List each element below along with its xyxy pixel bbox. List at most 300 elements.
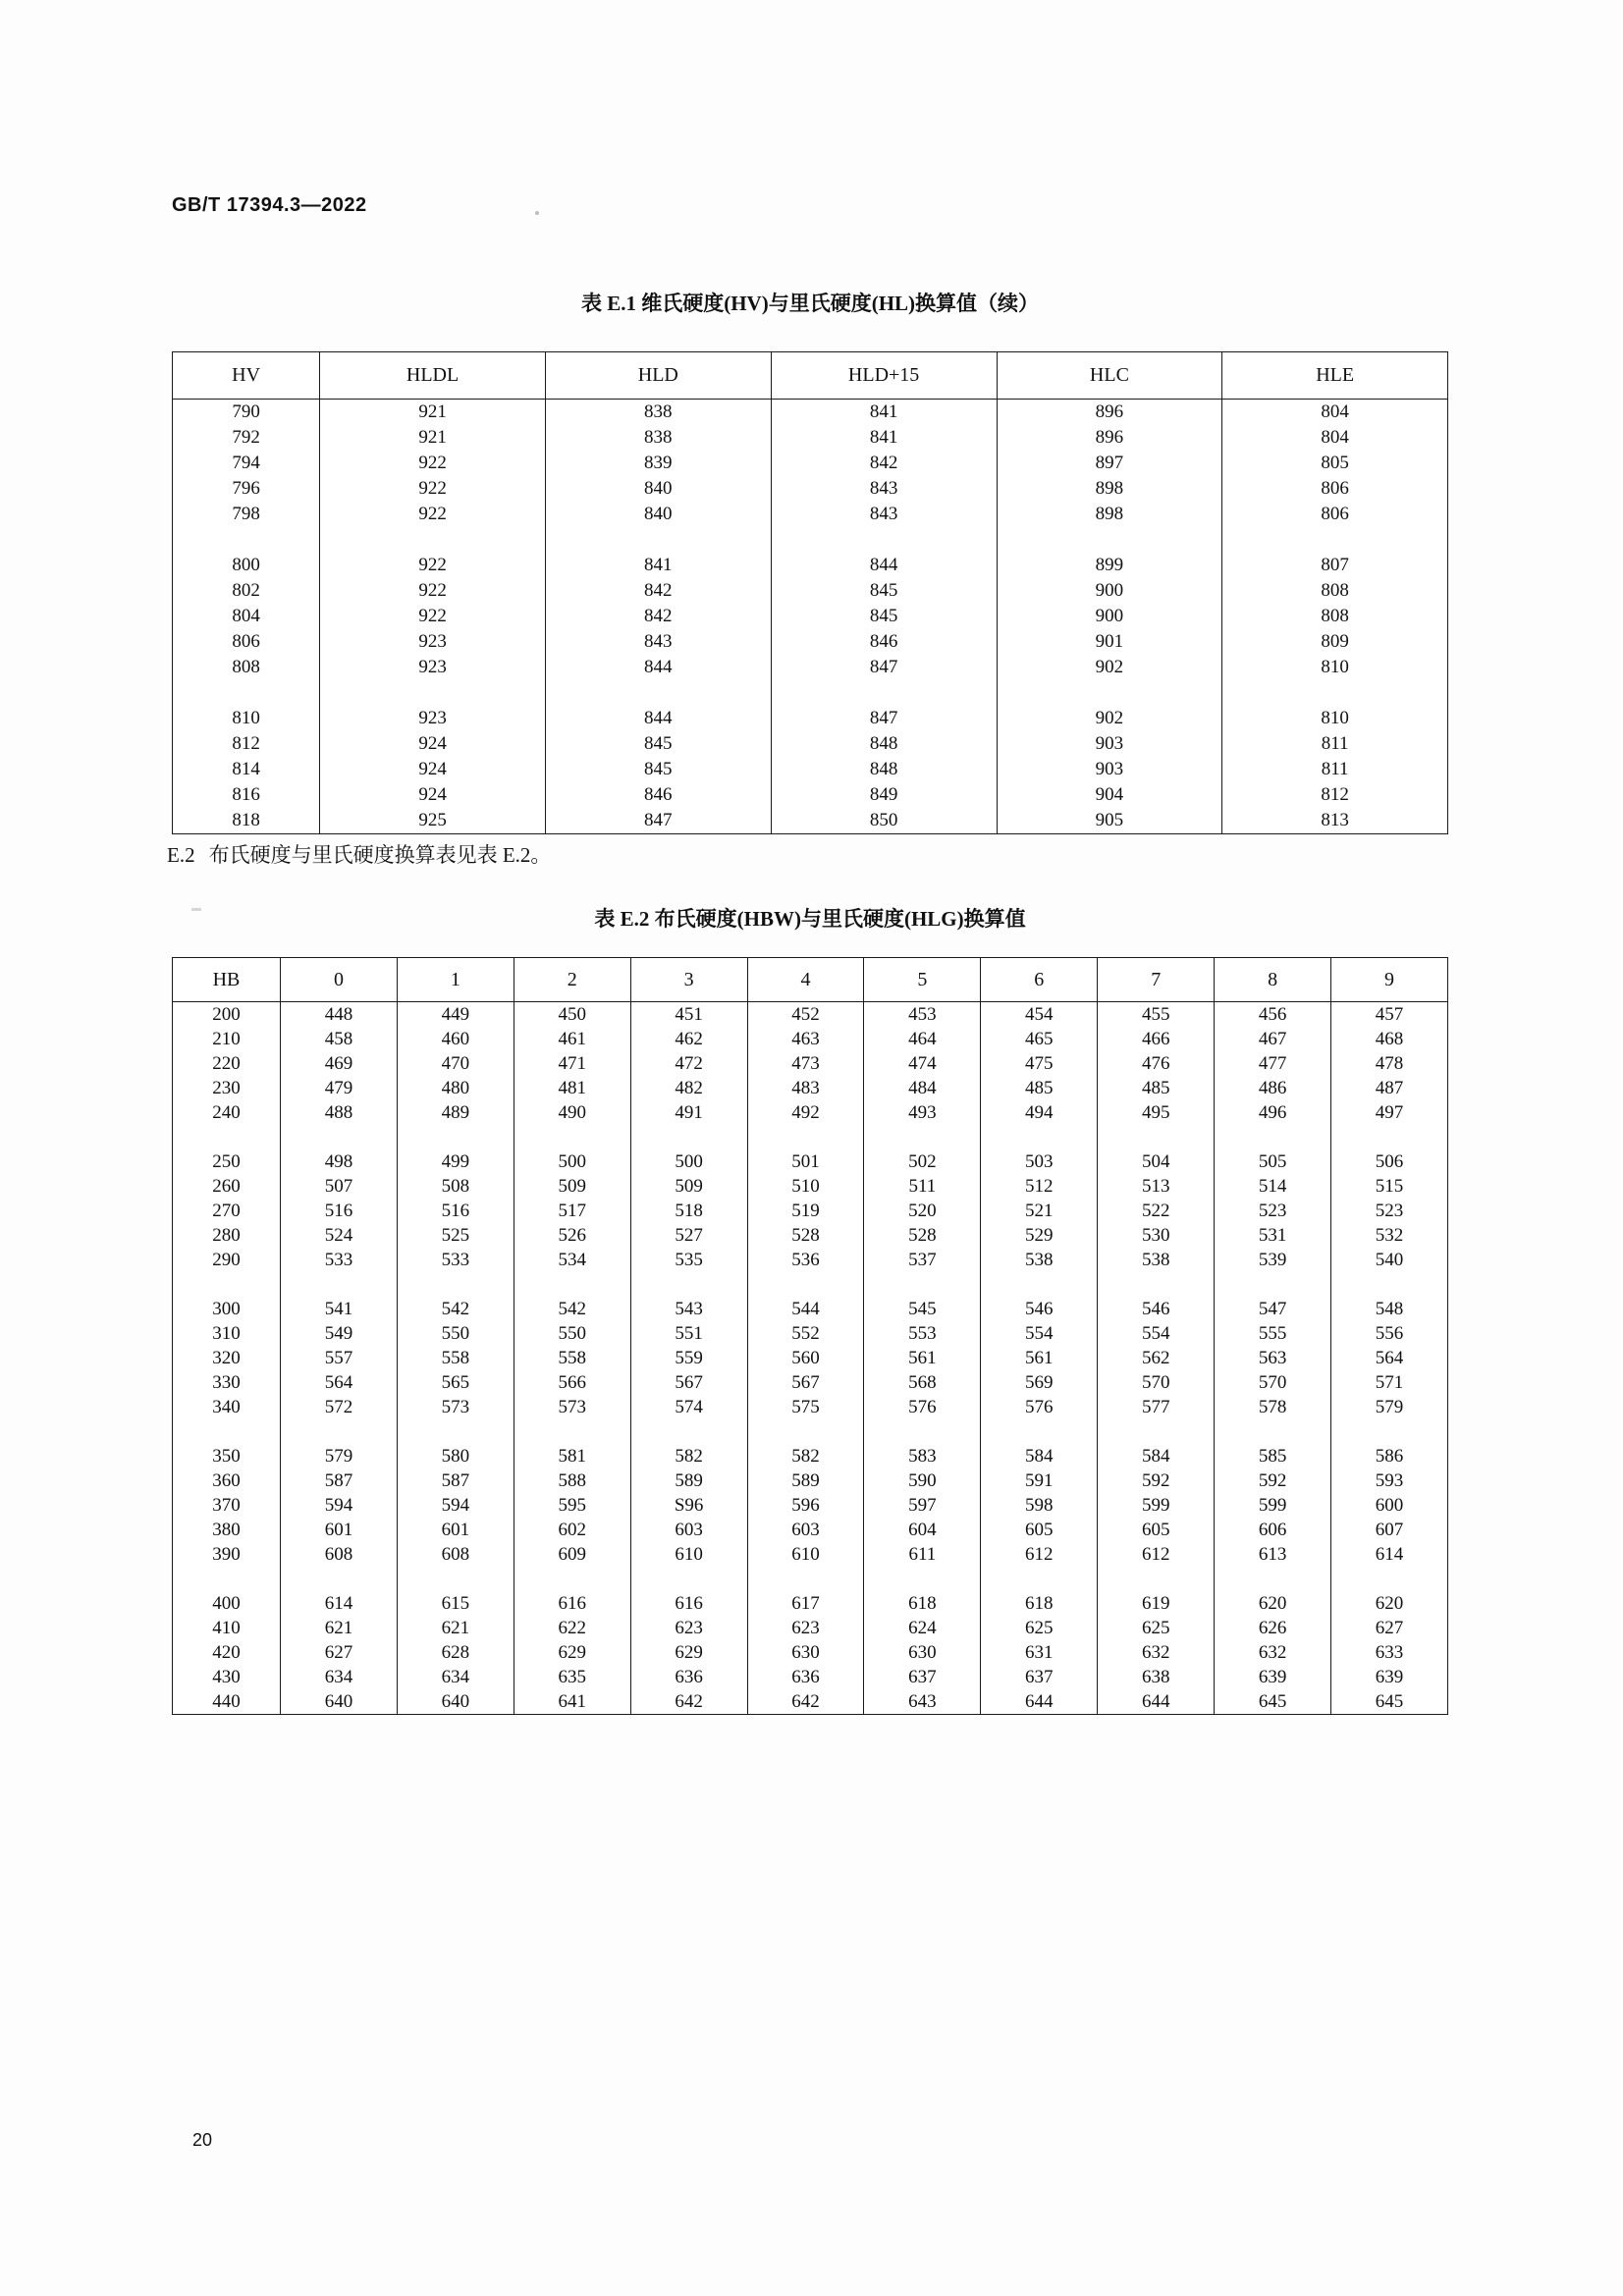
table-cell: 558 [397, 1346, 514, 1370]
table-cell: 515 [1375, 1176, 1404, 1197]
table-cell: 544 [747, 1297, 864, 1321]
table-cell: 587 [281, 1468, 398, 1493]
table-row [173, 1051, 1448, 1076]
table-cell: 620 [1375, 1593, 1404, 1614]
table-cell: 610 [630, 1542, 747, 1567]
spacer-cell [747, 1272, 864, 1297]
table-cell: 609 [514, 1542, 630, 1567]
table-cell: 555 [1215, 1321, 1331, 1346]
spacer-cell [630, 1419, 747, 1444]
table-cell: 808 [1321, 606, 1349, 626]
table-cell: 633 [1375, 1642, 1404, 1663]
spacer-cell [630, 1567, 747, 1591]
table-cell: 540 [1375, 1250, 1404, 1270]
table-e2-col-2: 2 [514, 958, 630, 1002]
spacer-cell [514, 1567, 630, 1591]
spacer-cell [514, 1125, 630, 1149]
table-cell: 565 [397, 1370, 514, 1395]
section-e2-number: E.2 [167, 843, 195, 867]
table-row [173, 1174, 1448, 1199]
table-cell: 538 [981, 1248, 1098, 1272]
table-cell: 922 [320, 502, 546, 527]
table-e1-col-hld15: HLD+15 [771, 352, 997, 400]
table-cell: 806 [173, 629, 320, 655]
table-cell: 546 [981, 1297, 1098, 1321]
spacer-cell [630, 1272, 747, 1297]
spacer-cell [630, 1125, 747, 1149]
table-row [173, 1248, 1448, 1272]
table-cell: 642 [747, 1689, 864, 1715]
table-cell: 542 [397, 1297, 514, 1321]
table-cell: 521 [981, 1199, 1098, 1223]
table-cell: 578 [1215, 1395, 1331, 1419]
table-cell: 645 [1375, 1691, 1404, 1712]
table-cell: 595 [514, 1493, 630, 1518]
table-cell: 629 [514, 1640, 630, 1665]
table-cell: 533 [397, 1248, 514, 1272]
table-cell: 849 [771, 782, 997, 808]
table-cell: 455 [1098, 1002, 1215, 1028]
table-cell: 636 [747, 1665, 864, 1689]
spacer-cell [514, 1419, 630, 1444]
table-cell: 790 [173, 400, 320, 426]
table-cell: 842 [771, 451, 997, 476]
spacer-cell [397, 1125, 514, 1149]
table-cell: 614 [281, 1591, 398, 1616]
table-cell: 548 [1375, 1299, 1404, 1319]
table-cell: 621 [397, 1616, 514, 1640]
table-cell: 467 [1215, 1027, 1331, 1051]
table-cell: 899 [997, 553, 1222, 578]
table-cell: 588 [514, 1468, 630, 1493]
table-row [173, 502, 1448, 527]
table-row [173, 425, 1448, 451]
table-row [173, 1542, 1448, 1567]
spacer-cell [747, 1125, 864, 1149]
table-cell: 623 [630, 1616, 747, 1640]
table-cell: 400 [173, 1591, 281, 1616]
table-cell: 290 [173, 1248, 281, 1272]
table-cell: 627 [1375, 1618, 1404, 1638]
table-cell: 576 [981, 1395, 1098, 1419]
spacer-cell [173, 1125, 281, 1149]
table-cell: 453 [864, 1002, 981, 1028]
table-cell: 842 [545, 604, 771, 629]
table-cell: 796 [173, 476, 320, 502]
table-cell: 808 [173, 655, 320, 680]
table-cell: 618 [981, 1591, 1098, 1616]
table-cell: 496 [1215, 1100, 1331, 1125]
table-cell: 456 [1215, 1002, 1331, 1028]
table-cell: 575 [747, 1395, 864, 1419]
table-row [173, 1149, 1448, 1174]
table-cell: 896 [997, 425, 1222, 451]
table-cell: 543 [630, 1297, 747, 1321]
spacer-cell [997, 527, 1222, 553]
table-cell: 573 [397, 1395, 514, 1419]
table-row [173, 1468, 1448, 1493]
table-cell: 471 [514, 1051, 630, 1076]
page-number: 20 [192, 2130, 213, 2150]
table-cell: 843 [545, 629, 771, 655]
table-cell: 848 [771, 757, 997, 782]
table-cell: 570 [1215, 1370, 1331, 1395]
table-cell: 560 [747, 1346, 864, 1370]
table-cell: 454 [981, 1002, 1098, 1028]
table-e2 [172, 957, 1448, 1715]
table-cell: 603 [747, 1518, 864, 1542]
table-row [173, 1297, 1448, 1321]
table-cell: 848 [771, 731, 997, 757]
table-row [173, 1591, 1448, 1616]
table-cell: 845 [545, 731, 771, 757]
table-cell: 586 [1375, 1446, 1404, 1467]
spacer-cell [864, 1125, 981, 1149]
table-cell: 644 [1098, 1689, 1215, 1715]
table-cell: 501 [747, 1149, 864, 1174]
section-e2-paragraph [167, 839, 551, 869]
table-cell: 905 [997, 808, 1222, 834]
table-cell: 539 [1215, 1248, 1331, 1272]
table-cell: 612 [1098, 1542, 1215, 1567]
table-row [173, 1346, 1448, 1370]
spacer-cell [1215, 1419, 1331, 1444]
table-cell: 600 [1375, 1495, 1404, 1516]
table-cell: 516 [281, 1199, 398, 1223]
spacer-cell [173, 1567, 281, 1591]
table-cell: 493 [864, 1100, 981, 1125]
table-cell: 623 [747, 1616, 864, 1640]
table-cell: 812 [1321, 784, 1349, 805]
table-row [173, 1689, 1448, 1715]
table-cell: 582 [630, 1444, 747, 1468]
spacer-cell [981, 1125, 1098, 1149]
scan-artifact [535, 211, 539, 215]
table-cell: 901 [997, 629, 1222, 655]
spacer-cell [545, 680, 771, 706]
table-cell: 504 [1098, 1149, 1215, 1174]
table-e2-col-3: 3 [630, 958, 747, 1002]
table-cell: 468 [1375, 1029, 1404, 1049]
table-cell: 923 [320, 706, 546, 731]
table-e1-col-hldl: HLDL [320, 352, 546, 400]
table-cell: 503 [981, 1149, 1098, 1174]
table-cell: 476 [1098, 1051, 1215, 1076]
table-cell: 569 [981, 1370, 1098, 1395]
table-cell: 547 [1215, 1297, 1331, 1321]
table-cell: 522 [1098, 1199, 1215, 1223]
table-cell: 489 [397, 1100, 514, 1125]
table-e1-col-hle: HLE [1222, 352, 1448, 400]
table-row [173, 1518, 1448, 1542]
table-cell: 530 [1098, 1223, 1215, 1248]
table-cell: 549 [281, 1321, 398, 1346]
table-cell: 463 [747, 1027, 864, 1051]
spacer-cell [1215, 1272, 1331, 1297]
table-row-spacer [173, 1567, 1448, 1591]
table-cell: 557 [281, 1346, 398, 1370]
table-cell: 636 [630, 1665, 747, 1689]
table-cell: 480 [397, 1076, 514, 1100]
table-cell: 804 [1321, 427, 1349, 448]
table-cell: 904 [997, 782, 1222, 808]
table-cell: 844 [545, 706, 771, 731]
table-cell: 807 [1321, 555, 1349, 575]
spacer-cell [545, 527, 771, 553]
spacer-cell [1098, 1125, 1215, 1149]
table-cell: 505 [1215, 1149, 1331, 1174]
table-cell: 599 [1215, 1493, 1331, 1518]
table-cell: 280 [173, 1223, 281, 1248]
table-row [173, 1665, 1448, 1689]
table-cell: 517 [514, 1199, 630, 1223]
table-cell: 579 [1375, 1397, 1404, 1417]
spacer-cell [1331, 1419, 1448, 1444]
table-cell: 390 [173, 1542, 281, 1567]
table-cell: 475 [981, 1051, 1098, 1076]
table-cell: 528 [864, 1223, 981, 1248]
spacer-cell [1098, 1272, 1215, 1297]
table-cell: 840 [545, 502, 771, 527]
table-cell: 460 [397, 1027, 514, 1051]
table-cell: 519 [747, 1199, 864, 1223]
table-cell: 512 [981, 1174, 1098, 1199]
table-cell: 923 [320, 655, 546, 680]
table-cell: 635 [514, 1665, 630, 1689]
table-cell: 903 [997, 757, 1222, 782]
table-cell: 486 [1215, 1076, 1331, 1100]
table-cell: 577 [1098, 1395, 1215, 1419]
table-cell: 484 [864, 1076, 981, 1100]
table-cell: 632 [1098, 1640, 1215, 1665]
table-cell: 812 [173, 731, 320, 757]
table-cell: 612 [981, 1542, 1098, 1567]
table-e1-title: 表 E.1 维氏硬度(HV)与里氏硬度(HL)换算值（续） [580, 292, 1040, 315]
table-row [173, 1199, 1448, 1223]
spacer-cell [281, 1272, 398, 1297]
table-cell: 924 [320, 731, 546, 757]
table-e2-col-9: 9 [1331, 958, 1448, 1002]
table-row [173, 1395, 1448, 1419]
table-cell: 499 [397, 1149, 514, 1174]
table-cell: 514 [1215, 1174, 1331, 1199]
table-cell: 485 [1098, 1076, 1215, 1100]
spacer-cell [320, 527, 546, 553]
spacer-cell [864, 1272, 981, 1297]
table-cell: 507 [281, 1174, 398, 1199]
table-cell: 611 [864, 1542, 981, 1567]
table-cell: 531 [1215, 1223, 1331, 1248]
table-cell: 810 [1321, 657, 1349, 677]
table-cell: 841 [771, 425, 997, 451]
table-cell: 816 [173, 782, 320, 808]
table-cell: 922 [320, 604, 546, 629]
table-cell: 845 [771, 578, 997, 604]
table-cell: 461 [514, 1027, 630, 1051]
table-cell: 898 [997, 502, 1222, 527]
table-cell: 640 [397, 1689, 514, 1715]
table-row-spacer [173, 1125, 1448, 1149]
table-cell: 520 [864, 1199, 981, 1223]
table-cell: 645 [1215, 1689, 1331, 1715]
table-cell: 902 [997, 655, 1222, 680]
table-cell: 589 [630, 1468, 747, 1493]
table-cell: 535 [630, 1248, 747, 1272]
table-cell: 804 [1321, 401, 1349, 422]
table-cell: 550 [514, 1321, 630, 1346]
table-cell: 898 [997, 476, 1222, 502]
table-cell: 458 [281, 1027, 398, 1051]
spacer-cell [864, 1419, 981, 1444]
table-cell: 525 [397, 1223, 514, 1248]
table-cell: 451 [630, 1002, 747, 1028]
table-cell: 903 [997, 731, 1222, 757]
table-cell: 473 [747, 1051, 864, 1076]
table-cell: 639 [1215, 1665, 1331, 1689]
spacer-cell [281, 1125, 398, 1149]
table-cell: 847 [771, 706, 997, 731]
table-cell: 629 [630, 1640, 747, 1665]
table-cell: 583 [864, 1444, 981, 1468]
table-cell: 562 [1098, 1346, 1215, 1370]
table-cell: 590 [864, 1468, 981, 1493]
table-cell: 546 [1098, 1297, 1215, 1321]
table-cell: 502 [864, 1149, 981, 1174]
table-cell: 616 [514, 1591, 630, 1616]
table-cell: 811 [1321, 759, 1349, 779]
table-e1-col-hld: HLD [545, 352, 771, 400]
table-e2-col-8: 8 [1215, 958, 1331, 1002]
table-cell: 641 [514, 1689, 630, 1715]
table-cell: 845 [771, 604, 997, 629]
table-row [173, 553, 1448, 578]
table-row [173, 1027, 1448, 1051]
table-row-spacer [173, 680, 1448, 706]
table-row [173, 655, 1448, 680]
table-cell: 490 [514, 1100, 630, 1125]
table-row [173, 1370, 1448, 1395]
table-cell: 483 [747, 1076, 864, 1100]
table-row [173, 1616, 1448, 1640]
table-cell: 794 [173, 451, 320, 476]
table-cell: 573 [514, 1395, 630, 1419]
table-cell: 850 [771, 808, 997, 834]
table-row-spacer [173, 527, 1448, 553]
table-cell: 477 [1215, 1051, 1331, 1076]
table-cell: 840 [545, 476, 771, 502]
table-cell: 466 [1098, 1027, 1215, 1051]
table-e2-col-4: 4 [747, 958, 864, 1002]
table-cell: 613 [1215, 1542, 1331, 1567]
table-cell: 482 [630, 1076, 747, 1100]
table-cell: 430 [173, 1665, 281, 1689]
table-row-spacer [173, 1419, 1448, 1444]
table-cell: 923 [320, 629, 546, 655]
table-cell: 570 [1098, 1370, 1215, 1395]
spacer-cell [747, 1419, 864, 1444]
table-row-spacer [173, 1272, 1448, 1297]
table-row [173, 1640, 1448, 1665]
spacer-cell [173, 527, 320, 553]
table-cell: 545 [864, 1297, 981, 1321]
table-row [173, 1076, 1448, 1100]
table-cell: 449 [397, 1002, 514, 1028]
table-cell: 639 [1375, 1667, 1404, 1687]
table-cell: 587 [397, 1468, 514, 1493]
table-row [173, 757, 1448, 782]
table-cell: 802 [173, 578, 320, 604]
table-cell: 634 [281, 1665, 398, 1689]
table-cell: 809 [1321, 631, 1349, 652]
table-cell: 240 [173, 1100, 281, 1125]
table-cell: 640 [281, 1689, 398, 1715]
table-cell: 598 [981, 1493, 1098, 1518]
table-cell: 511 [864, 1174, 981, 1199]
table-cell: 608 [397, 1542, 514, 1567]
table-e2-col-5: 5 [864, 958, 981, 1002]
table-cell: 370 [173, 1493, 281, 1518]
table-cell: 631 [981, 1640, 1098, 1665]
table-cell: 523 [1215, 1199, 1331, 1223]
table-cell: 619 [1098, 1591, 1215, 1616]
table-cell: 494 [981, 1100, 1098, 1125]
table-cell: 841 [771, 400, 997, 426]
table-cell: 479 [281, 1076, 398, 1100]
table-cell: 568 [864, 1370, 981, 1395]
table-row [173, 1223, 1448, 1248]
table-cell: 513 [1098, 1174, 1215, 1199]
table-cell: 599 [1098, 1493, 1215, 1518]
table-cell: 470 [397, 1051, 514, 1076]
table-cell: 564 [1375, 1348, 1404, 1368]
table-row [173, 476, 1448, 502]
table-cell: 551 [630, 1321, 747, 1346]
table-cell: 497 [1375, 1102, 1404, 1123]
table-cell: 500 [630, 1149, 747, 1174]
table-e2-col-0: 0 [281, 958, 398, 1002]
table-cell: 448 [281, 1002, 398, 1028]
table-cell: 469 [281, 1051, 398, 1076]
table-cell: 924 [320, 757, 546, 782]
table-cell: 556 [1375, 1323, 1404, 1344]
spacer-cell [1215, 1567, 1331, 1591]
table-cell: 603 [630, 1518, 747, 1542]
spacer-cell [1098, 1567, 1215, 1591]
table-cell: 320 [173, 1346, 281, 1370]
table-cell: 596 [747, 1493, 864, 1518]
spacer-cell [173, 680, 320, 706]
table-cell: 572 [281, 1395, 398, 1419]
table-cell: 528 [747, 1223, 864, 1248]
table-cell: 420 [173, 1640, 281, 1665]
table-cell: 561 [864, 1346, 981, 1370]
spacer-cell [1098, 1419, 1215, 1444]
table-cell: 563 [1215, 1346, 1331, 1370]
table-cell: 410 [173, 1616, 281, 1640]
table-cell: 474 [864, 1051, 981, 1076]
table-cell: 220 [173, 1051, 281, 1076]
table-cell: 230 [173, 1076, 281, 1100]
table-cell: 534 [514, 1248, 630, 1272]
table-cell: 478 [1375, 1053, 1404, 1074]
table-cell: 806 [1321, 478, 1349, 499]
spacer-cell [397, 1567, 514, 1591]
table-cell: 634 [397, 1665, 514, 1689]
table-row [173, 782, 1448, 808]
table-cell: 607 [1375, 1520, 1404, 1540]
table-cell: 608 [281, 1542, 398, 1567]
table-cell: 924 [320, 782, 546, 808]
